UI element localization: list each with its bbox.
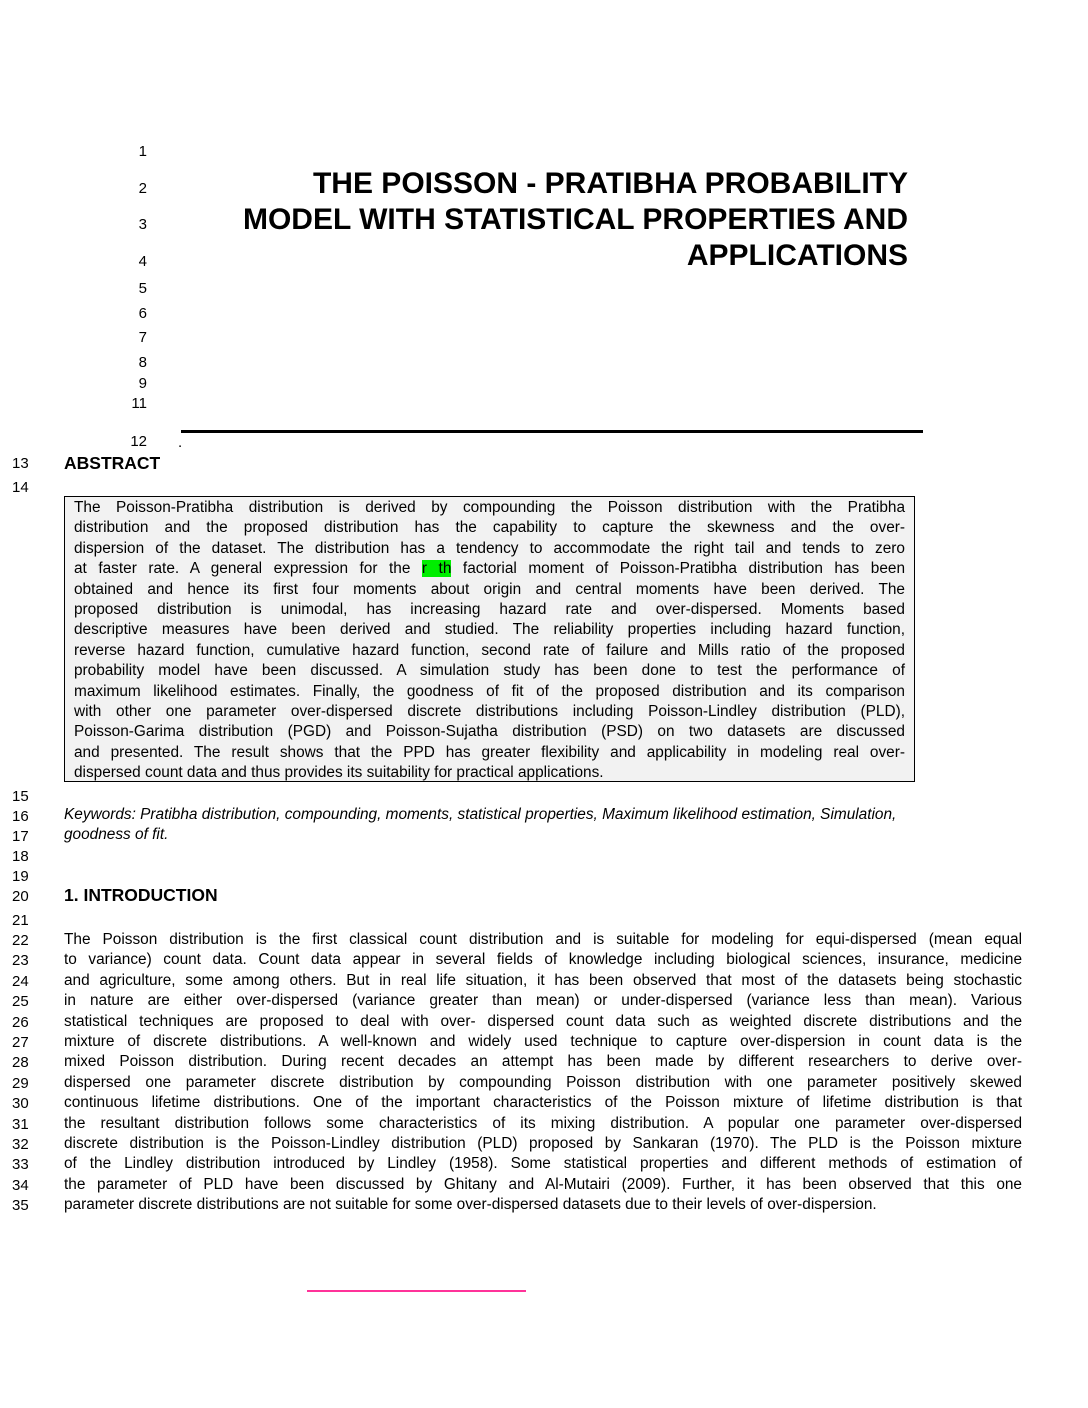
line-number: 14: [12, 479, 29, 496]
line-number: 23: [12, 952, 29, 969]
title-rule: [181, 430, 923, 433]
text: at faster rate. A general expression for the: [74, 560, 422, 578]
introduction-heading: 1. INTRODUCTION: [64, 885, 218, 905]
abstract-line: proposed distribution is unimodal, has increasing hazard rate and over-dispersed. Moments based: [74, 601, 905, 618]
line-number: 18: [12, 848, 29, 865]
line-number: 19: [12, 868, 29, 885]
line-number: 22: [12, 932, 29, 949]
abstract-line: maximum likelihood estimates. Finally, the goodness of fit of the proposed distribution and its comparison: [74, 682, 905, 700]
abstract-heading: ABSTRACT: [64, 453, 161, 473]
highlighted-text: r th: [421, 560, 452, 578]
abstract-line: obtained and hence its first four moments about origin and central moments have been derived. The: [74, 580, 905, 598]
line-number: 6: [138, 305, 147, 322]
abstract-line: dispersed count data and thus provides its suitability for practical applications.: [74, 764, 604, 782]
introduction-line: the parameter of PLD have been discussed by Ghitany and Al-Mutairi (2009). Further, it has been observed that this one: [64, 1175, 1022, 1193]
line-number: 32: [12, 1136, 29, 1153]
line-number: 28: [12, 1054, 29, 1071]
line-number: 25: [12, 993, 29, 1010]
line-number: 15: [12, 788, 29, 805]
line-number: 21: [12, 912, 29, 929]
line-number: 29: [12, 1075, 29, 1092]
introduction-line: mixture of discrete distributions. A well-known and widely used technique to capture over-dispersion in count data is the: [64, 1033, 1022, 1050]
footnote-separator: [307, 1290, 526, 1292]
line-number: 13: [12, 455, 29, 472]
line-number: 9: [138, 375, 147, 392]
introduction-line: discrete distribution is the Poisson-Lindley distribution (PLD) proposed by Sankaran (1970). The PLD is the Poisson mixture: [64, 1135, 1022, 1152]
introduction-line: The Poisson distribution is the first classical count distribution and is suitable for modeling for equi-dispersed (mean equal: [64, 931, 1022, 948]
line-number: 26: [12, 1014, 29, 1031]
abstract-line: probability model have been discussed. A simulation study has been done to test the performance of: [74, 662, 905, 680]
line-number: 17: [12, 828, 29, 845]
line-number: 11: [131, 395, 147, 412]
line-number: 3: [138, 216, 147, 233]
line-number: 30: [12, 1095, 29, 1112]
line-number: 31: [12, 1116, 29, 1133]
introduction-line: in nature are either over-dispersed (variance greater than mean) or under-dispersed (variance less than mean). Various: [64, 992, 1022, 1010]
line-number: 12: [130, 433, 147, 450]
title-line: THE POISSON - PRATIBHA PROBABILITY: [312, 167, 908, 200]
introduction-line: dispersed one parameter discrete distribution by compounding Poisson distribution with one parameter positively skewed: [64, 1073, 1022, 1091]
introduction-line: the resultant distribution follows some characteristics of its mixing distribution. A popular one parameter over-dispersed: [64, 1114, 1022, 1132]
text: factorial moment of Poisson-Pratibha distribution has been: [451, 560, 905, 578]
line-number: 35: [12, 1197, 29, 1214]
abstract-line: The Poisson-Pratibha distribution is derived by compounding the Poisson distribution with the Pratibha: [74, 499, 905, 516]
line-number: 20: [12, 888, 29, 905]
introduction-line: and agriculture, some among others. But in real life situation, it has been observed that most of the datasets being stochastic: [64, 971, 1022, 989]
introduction-line: mixed Poisson distribution. During recent decades an attempt has been made by different researchers to derive over-: [64, 1053, 1022, 1071]
rule-dot: .: [178, 434, 183, 451]
abstract-line: descriptive measures have been derived and studied. The reliability properties including hazard function,: [74, 621, 905, 639]
line-number: 34: [12, 1177, 29, 1194]
line-number: 27: [12, 1034, 29, 1051]
abstract-line: dispersion of the dataset. The distribution has a tendency to accommodate the right tail and tends to zero: [74, 539, 905, 557]
abstract-line: [74, 559, 905, 579]
line-number: 2: [138, 180, 147, 197]
line-number: 1: [138, 143, 147, 160]
abstract-line: with other one parameter over-dispersed discrete distributions including Poisson-Lindley distribution (PLD),: [74, 703, 905, 720]
keywords-line: goodness of fit.: [64, 826, 169, 844]
line-number: 4: [138, 253, 147, 270]
introduction-line: statistical techniques are proposed to deal with over- dispersed count data such as weighted discrete distributions and the: [64, 1012, 1022, 1030]
line-number: 16: [12, 808, 29, 825]
line-number: 8: [138, 354, 147, 371]
title-line: APPLICATIONS: [686, 239, 908, 272]
introduction-line: parameter discrete distributions are not suitable for some over-dispersed datasets due to their levels of over-dispersion.: [64, 1196, 877, 1214]
line-number: 7: [138, 329, 147, 346]
introduction-line: of the Lindley distribution introduced by Lindley (1958). Some statistical properties and different methods of estimation of: [64, 1155, 1022, 1173]
line-number: 24: [12, 973, 29, 990]
title-line: MODEL WITH STATISTICAL PROPERTIES AND: [242, 203, 908, 236]
abstract-line: reverse hazard function, cumulative hazard function, second rate of failure and Mills ratio of the proposed: [74, 641, 905, 659]
line-number: 33: [12, 1156, 29, 1173]
abstract-line: and presented. The result shows that the PPD has greater flexibility and applicability in modeling real over-: [74, 743, 905, 761]
line-number: 5: [138, 280, 147, 297]
introduction-line: to variance) count data. Count data appear in several fields of knowledge including biological sciences, insurance, medicine: [64, 951, 1022, 969]
keywords-line: Keywords: Pratibha distribution, compounding, moments, statistical properties, Maximum likelihood estimation, Simulation,: [64, 806, 897, 823]
abstract-line: Poisson-Garima distribution (PGD) and Poisson-Sujatha distribution (PSD) on two datasets are discussed: [74, 723, 905, 741]
introduction-line: continuous lifetime distributions. One of the important characteristics of the Poisson mixture of lifetime distribution is that: [64, 1094, 1022, 1112]
abstract-line: distribution and the proposed distribution has the capability to capture the skewness and the over-: [74, 519, 905, 537]
